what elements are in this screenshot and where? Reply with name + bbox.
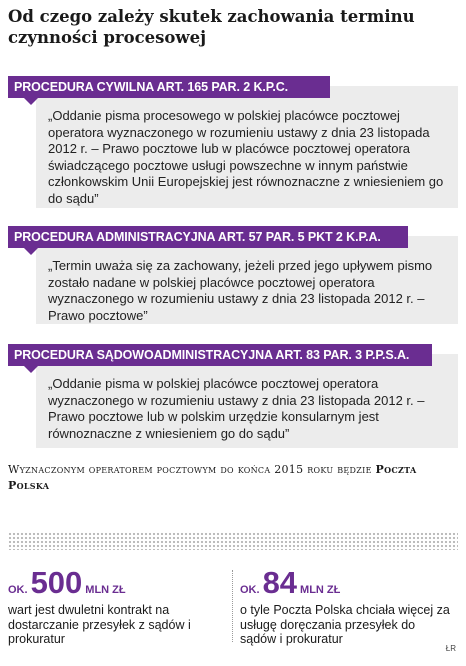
section-quote: „Termin uważa się za zachowany, jeżeli przed jego upływem pismo zostało nadane w polskiej placówce pocztowej operatora wyznaczonego w rozumieniu ustawy z dnia 23 listopada 2012 r. – Prawo pocztowe” — [48, 258, 433, 323]
author-credit: ŁR — [445, 644, 456, 653]
section-quote: „Oddanie pisma procesowego w polskiej placówce pocztowej operatora wyznaczonego w rozumieniu ustawy z dnia 23 listopada 2012 r. – Prawo pocztowe lub w placówce pocztowej operatora świadczącego pocztowe usługi powszechne w innym państwie członkowskim Unii Europejskiej jest równoznaczne z wniesieniem go do sądu” — [48, 108, 444, 206]
stat-amount — [8, 566, 228, 602]
section-civil — [8, 76, 458, 208]
stat-prefix: OK. — [8, 584, 28, 596]
stat-prefix: OK. — [240, 584, 260, 596]
stat-price-difference — [240, 566, 450, 647]
section-header: PROCEDURA SĄDOWOADMINISTRACYJNA ART. 83 PAR. 3 P.P.S.A. — [8, 344, 432, 366]
section-administrative-court — [8, 344, 458, 448]
section-header: PROCEDURA CYWILNA ART. 165 PAR. 2 K.P.C. — [8, 76, 330, 98]
page-title: Od czego zależy skutek zachowania terminu czynności procesowej — [8, 7, 415, 47]
stat-separator — [232, 570, 233, 642]
section-header: PROCEDURA ADMINISTRACYJNA ART. 57 PAR. 5 PKT 2 K.P.A. — [8, 226, 408, 248]
section-administrative — [8, 226, 458, 324]
note-highlight: Poczta Polska — [8, 463, 417, 492]
dotted-divider — [8, 532, 458, 550]
note-text: Wyznaczonym operatorem pocztowym do końca 2015 roku będzie — [8, 463, 372, 476]
stat-description: wart jest dwuletni kontrakt na dostarczanie przesyłek z sądów i prokuratur — [8, 603, 191, 646]
stat-unit: MLN ZŁ — [300, 584, 341, 596]
stat-contract-value — [8, 566, 228, 647]
stat-amount — [240, 566, 450, 602]
postal-operator-note — [8, 462, 448, 494]
stat-number: 500 — [30, 565, 83, 600]
stat-unit: MLN ZŁ — [85, 584, 126, 596]
stat-description: o tyle Poczta Polska chciała więcej za usługę doręczania przesyłek do sądów i prokuratur — [240, 603, 450, 646]
section-quote: „Oddanie pisma w polskiej placówce pocztowej operatora wyznaczonego w rozumieniu ustawy z dnia 23 listopada 2012 r. – Prawo pocztowe lub w polskim urzędzie konsularnym jest równoznaczne z wniesieniem go do sądu” — [48, 376, 425, 441]
stat-number: 84 — [262, 565, 298, 600]
